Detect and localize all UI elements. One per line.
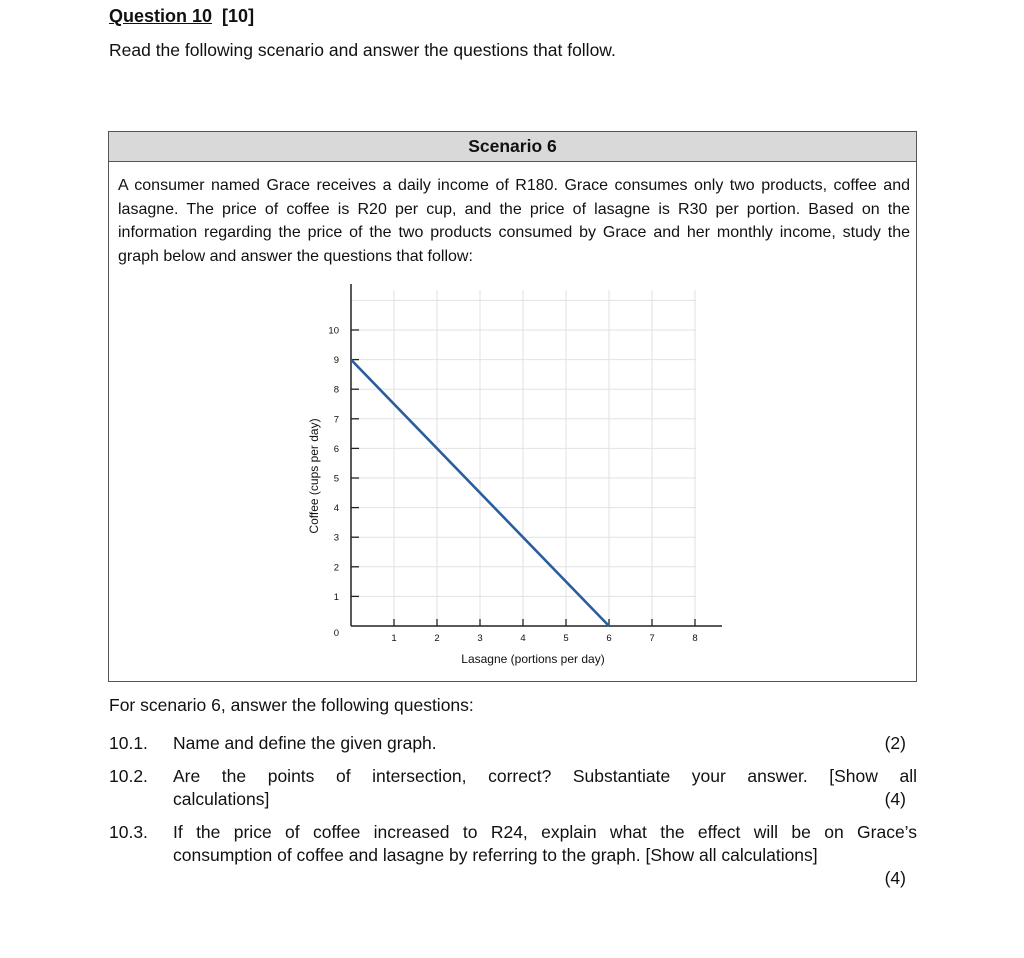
- x-tick-label: 8: [692, 633, 698, 644]
- question-marks: (4): [884, 789, 906, 809]
- questions-prompt: For scenario 6, answer the following questions:: [109, 695, 474, 715]
- x-tick-label: 5: [563, 633, 569, 644]
- x-tick-label: 7: [649, 633, 655, 644]
- y-tick-label: 3: [333, 532, 339, 544]
- y-tick-label: 6: [333, 443, 339, 455]
- question-10-1: [109, 732, 917, 756]
- x-tick-label: 6: [606, 633, 612, 644]
- question-10-2: [109, 765, 917, 813]
- question-title: [109, 6, 254, 27]
- question-marks: (2): [884, 733, 906, 753]
- y-tick-label: 8: [333, 384, 339, 396]
- scenario-text: A consumer named Grace receives a daily income of R180. Grace consumes only two products, coffee and lasagne. The price of coffee is R20 per cup, and the price of lasagne is R30 per portion. Based on the information regarding the price of the two products consumed by Grace and her monthly income, study the graph below and answer the questions that follow:: [118, 177, 910, 265]
- y-axis-label: Coffee (cups per day): [307, 418, 321, 534]
- question-number: Question 10: [109, 6, 213, 26]
- y-tick-label: 4: [333, 503, 339, 515]
- question-text-continued: calculations]: [173, 789, 270, 809]
- x-axis-label: Lasagne (portions per day): [461, 652, 605, 666]
- question-text: Are the points of intersection, correct? Substantiate your answer. [Show all: [173, 766, 917, 786]
- y-tick-label: 10: [328, 325, 339, 337]
- x-tick-label: 3: [477, 633, 483, 644]
- question-text: Name and define the given graph.: [173, 733, 437, 753]
- question-number: 10.3.: [109, 822, 148, 842]
- question-text: If the price of coffee increased to R24, explain what the effect will be on Grace’s: [173, 822, 917, 842]
- y-tick-label: 5: [333, 473, 339, 485]
- question-text-continued: consumption of coffee and lasagne by referring to the graph. [Show all calculations]: [173, 845, 818, 865]
- y-tick-label: 7: [333, 414, 339, 426]
- question-marks: (4): [884, 868, 906, 888]
- x-tick-label: 1: [391, 633, 397, 644]
- question-10-3: [109, 821, 917, 891]
- y-tick-label: 0: [333, 628, 339, 639]
- y-tick-label: 1: [333, 591, 339, 603]
- question-number: 10.2.: [109, 766, 148, 786]
- scenario-title: Scenario 6: [109, 132, 916, 162]
- y-tick-label: 9: [333, 355, 339, 367]
- x-tick-label: 2: [434, 633, 440, 644]
- question-total-marks: [10]: [222, 6, 255, 26]
- y-tick-label: 2: [333, 562, 339, 574]
- question-number: 10.1.: [109, 733, 148, 753]
- budget-line-chart: [300, 280, 740, 672]
- chart-grid: [351, 290, 696, 626]
- x-tick-label: 4: [520, 633, 526, 644]
- question-intro: Read the following scenario and answer the questions that follow.: [109, 40, 616, 60]
